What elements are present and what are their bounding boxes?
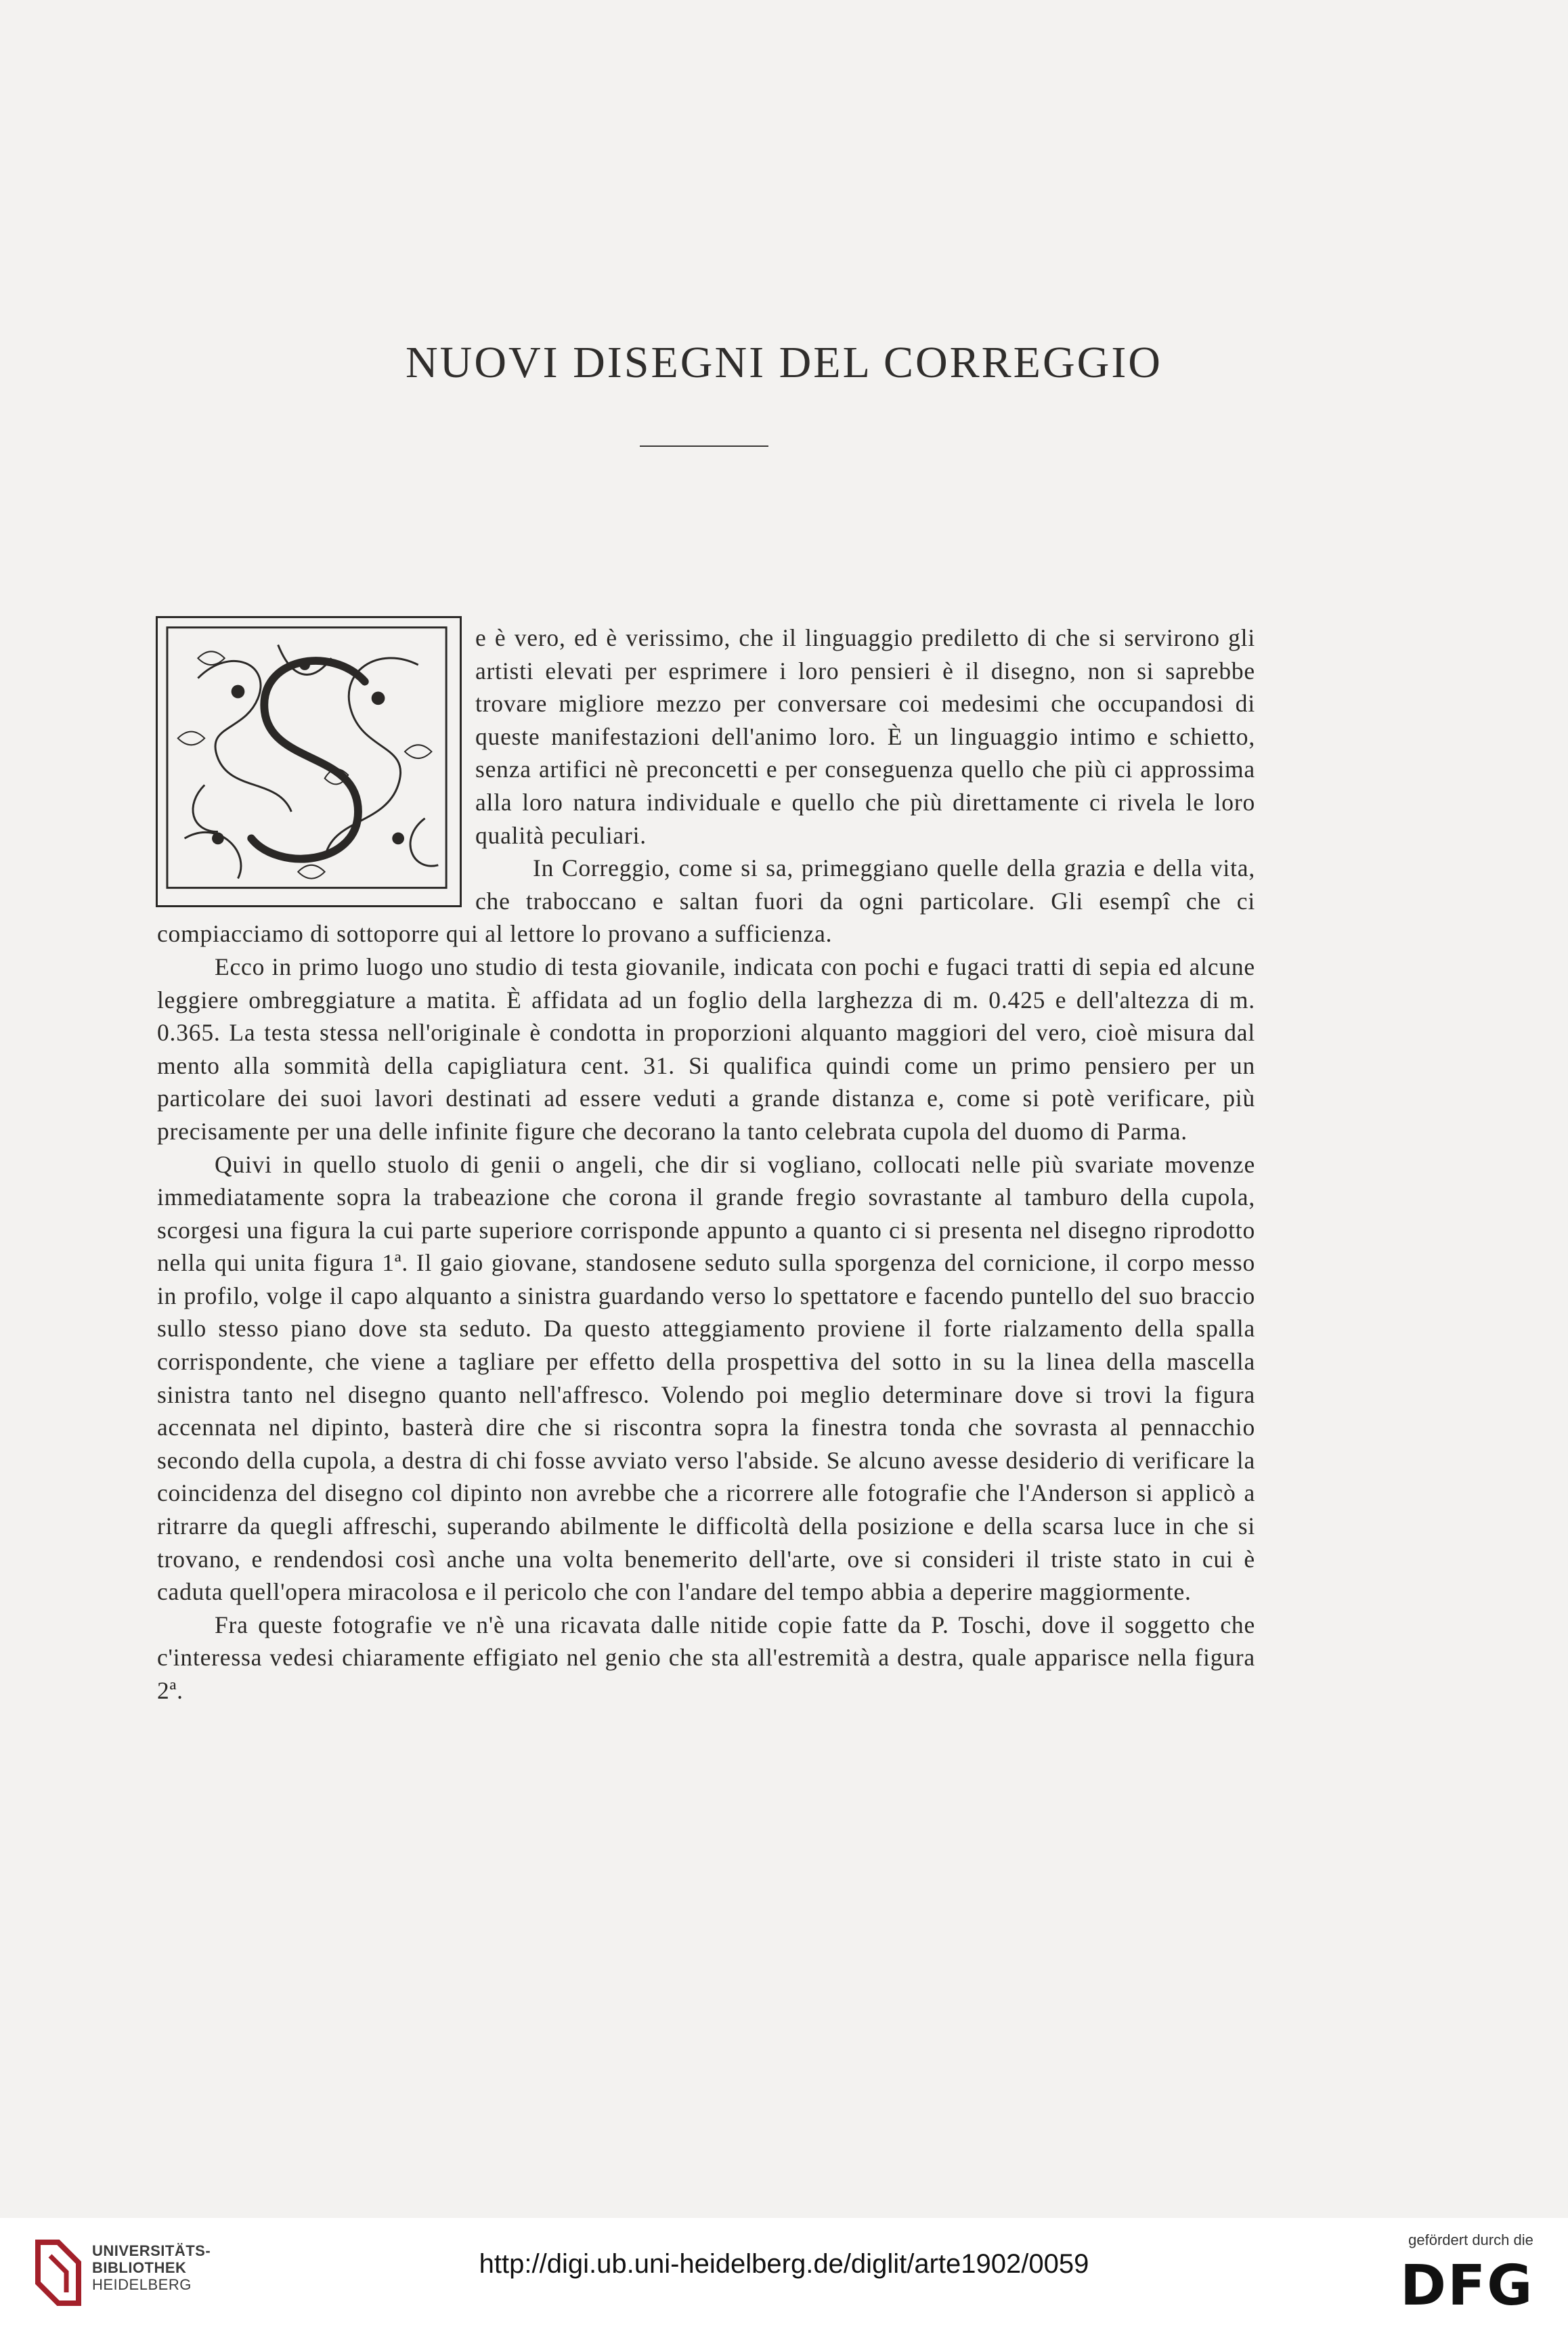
paragraph-3: Ecco in primo luogo uno studio di testa giovanile, indicata con pochi e fugaci tratti di sepia ed alcune leggiere ombreggiature a matita. È affidata ad un foglio della larghezza di m. 0.425 e dell'altezza di m. 0.365. La testa stessa nell'originale è condotta in proporzioni alquanto maggiori del vero, cioè misura dal mento alla sommità della capigliatura cent. 31. Si qualifica quindi come un primo pensiero per un particolare dei suoi lavori destinati ad essere veduti a grande distanza e, come si potè verificare, più precisamente per una delle infinite figure che decorano la tanto celebrata cupola del duomo di Parma. bbox=[157, 953, 1255, 1145]
paragraph-4: Quivi in quello stuolo di genii o angeli, che dir si vogliano, collocati nelle più svariate movenze immediatamente sopra la trabeazione che corona il grande fregio sovrastante al tamburo della cupola, scorgesi una figura la cui parte superiore corrisponde appunto a quanto ci si presenta nel disegno riprodotto nella qui unita figura 1ª. Il gaio giovane, standosene seduto sulla sporgenza del cornicione, il corpo messo in profilo, volge il capo alquanto a sinistra guardando verso lo spettatore e facendo puntello del suo braccio sullo stesso piano dove sta seduto. Da questo atteggiamento proviene il forte rialzamento della spalla corrispondente, che viene a tagliare per effetto della prospettiva del sotto in su la linea della mascella sinistra tanto nel disegno quanto nell'affresco. Volendo poi meglio determinare dove si trovi la figura accennata nel dipinto, basterà dire che si riscontra sopra la finestra tonda che sovrasta al pennacchio secondo della cupola, a destra di chi fosse avviato verso l'abside. Se alcuno avesse desiderio di verificare la coincidenza del disegno col dipinto non avrebbe che a ricorrere alle fotografie che l'Anderson si applicò a ritrarre da quegli affreschi, superando abilmente le difficoltà della posizione e della scarsa luce in che si trovano, e rendendosi così anche una volta benemerito dell'arte, ove si consideri il triste stato in cui è caduta quell'opera miracolosa e il pericolo che con l'andare del tempo abbia a deperire maggiormente. bbox=[157, 1150, 1255, 1606]
paragraph-5: Fra queste fotografie ve n'è una ricavata dalle nitide copie fatte da P. Toschi, dove il soggetto che c'interessa vedesi chiaramente effigiato nel genio che sta all'estremità a destra, quale apparisce nella figura 2ª. bbox=[157, 1611, 1255, 1704]
library-line-3: HEIDELBERG bbox=[92, 2276, 192, 2293]
ornamental-initial-illustration bbox=[158, 618, 460, 905]
library-line-1: UNIVERSITÄTS- bbox=[92, 2242, 211, 2259]
library-line-2: BIBLIOTHEK bbox=[92, 2259, 187, 2276]
digitization-footer bbox=[0, 2218, 1568, 2333]
dfg-logo: DFG bbox=[1400, 2254, 1534, 2318]
paragraph-2: In Correggio, come si sa, primeggiano quelle della grazia e della vita, che traboccano e saltan fuori da ogni particolare. Gli esempî che ci compiacciamo di sottoporre qui al lettore lo provano a sufficienza. bbox=[157, 854, 1255, 948]
decorated-initial-s bbox=[156, 616, 462, 907]
paragraph-1-text: e è vero, ed è verissimo, che il linguaggio prediletto di che si servirono gli artisti elevati per esprimere i loro pensieri è il disegno, non si saprebbe trovare migliore mezzo per conversare coi medesimi che occupandosi di queste manifestazioni dell'animo loro. È un linguaggio intimo e schietto, senza artifici nè preconcetti e per conseguenza quello che più ci approssima alla loro natura individuale e quello che più direttamente ci rivela le loro qualità peculiari. bbox=[475, 624, 1255, 849]
article-title: NUOVI DISEGNI DEL CORREGGIO bbox=[406, 338, 1162, 387]
title-divider bbox=[640, 445, 768, 447]
permalink-url[interactable]: http://digi.ub.uni-heidelberg.de/diglit/arte1902/0059 bbox=[479, 2249, 1089, 2279]
funding-caption: gefördert durch die bbox=[1408, 2231, 1533, 2248]
